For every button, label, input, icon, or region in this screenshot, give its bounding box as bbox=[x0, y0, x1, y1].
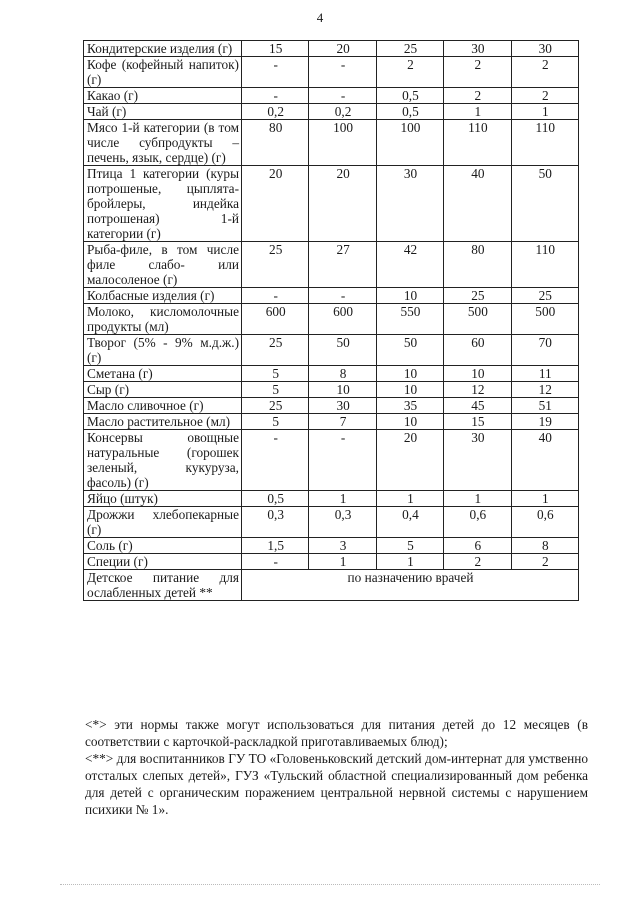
table-row bbox=[84, 41, 579, 57]
row-value: 10 bbox=[444, 366, 511, 382]
row-value: 550 bbox=[376, 304, 443, 335]
row-label: Какао (г) bbox=[84, 88, 242, 104]
row-value: 27 bbox=[309, 242, 376, 288]
table-body bbox=[84, 41, 579, 601]
row-label: Соль (г) bbox=[84, 538, 242, 554]
row-value: 110 bbox=[511, 242, 578, 288]
row-value: 70 bbox=[511, 335, 578, 366]
row-label: Специи (г) bbox=[84, 554, 242, 570]
row-value: 1 bbox=[376, 491, 443, 507]
row-value: 40 bbox=[444, 166, 511, 242]
row-label: Молоко, кисломолочные продукты (мл) bbox=[84, 304, 242, 335]
table-row bbox=[84, 382, 579, 398]
row-value: 10 bbox=[376, 288, 443, 304]
row-value: 40 bbox=[511, 430, 578, 491]
row-value: 500 bbox=[511, 304, 578, 335]
row-value: 1 bbox=[444, 491, 511, 507]
row-value: 3 bbox=[309, 538, 376, 554]
table-row bbox=[84, 366, 579, 382]
table-row bbox=[84, 414, 579, 430]
table-row bbox=[84, 430, 579, 491]
row-label: Кофе (кофейный напиток) (г) bbox=[84, 57, 242, 88]
table-row bbox=[84, 491, 579, 507]
row-value: 1 bbox=[444, 104, 511, 120]
row-value: 12 bbox=[511, 382, 578, 398]
merged-value-cell: по назначению врачей bbox=[242, 570, 579, 601]
row-value: 5 bbox=[242, 414, 309, 430]
row-value: 0,3 bbox=[242, 507, 309, 538]
row-value: 2 bbox=[376, 57, 443, 88]
row-value: 2 bbox=[511, 57, 578, 88]
row-value: 1 bbox=[309, 554, 376, 570]
row-value: 11 bbox=[511, 366, 578, 382]
row-label: Масло растительное (мл) bbox=[84, 414, 242, 430]
row-value: 10 bbox=[309, 382, 376, 398]
row-value: 20 bbox=[376, 430, 443, 491]
row-value: 5 bbox=[242, 382, 309, 398]
row-value: 20 bbox=[309, 41, 376, 57]
row-value: 50 bbox=[511, 166, 578, 242]
row-value: 25 bbox=[242, 335, 309, 366]
row-value: 500 bbox=[444, 304, 511, 335]
row-label: Сметана (г) bbox=[84, 366, 242, 382]
row-value: 80 bbox=[242, 120, 309, 166]
row-value: 1 bbox=[376, 554, 443, 570]
bottom-scan-line bbox=[60, 884, 600, 885]
row-value: 0,2 bbox=[309, 104, 376, 120]
row-value: 50 bbox=[309, 335, 376, 366]
row-value: 50 bbox=[376, 335, 443, 366]
row-value: 25 bbox=[511, 288, 578, 304]
row-value: 30 bbox=[444, 41, 511, 57]
row-value: 8 bbox=[511, 538, 578, 554]
row-value: 110 bbox=[511, 120, 578, 166]
row-label: Колбасные изделия (г) bbox=[84, 288, 242, 304]
row-label: Консервы овощные натуральные (горошек зеленый, кукуруза, фасоль) (г) bbox=[84, 430, 242, 491]
row-value: 0,5 bbox=[242, 491, 309, 507]
row-label: Рыба-филе, в том числе филе слабо- или малосоленое (г) bbox=[84, 242, 242, 288]
row-value: 0,6 bbox=[511, 507, 578, 538]
row-value: - bbox=[242, 554, 309, 570]
row-value: 5 bbox=[242, 366, 309, 382]
row-value: 42 bbox=[376, 242, 443, 288]
row-label: Кондитерские изделия (г) bbox=[84, 41, 242, 57]
row-value: 0,5 bbox=[376, 104, 443, 120]
row-value: 0,2 bbox=[242, 104, 309, 120]
row-value: 0,6 bbox=[444, 507, 511, 538]
row-value: 60 bbox=[444, 335, 511, 366]
row-label: Дрожжи хлебопекарные (г) bbox=[84, 507, 242, 538]
row-value: - bbox=[242, 288, 309, 304]
row-value: 30 bbox=[309, 398, 376, 414]
row-value: 100 bbox=[376, 120, 443, 166]
row-value: 45 bbox=[444, 398, 511, 414]
row-value: - bbox=[242, 430, 309, 491]
row-value: 2 bbox=[511, 88, 578, 104]
table-row bbox=[84, 554, 579, 570]
row-label: Чай (г) bbox=[84, 104, 242, 120]
row-value: 8 bbox=[309, 366, 376, 382]
row-value: - bbox=[242, 57, 309, 88]
table-row bbox=[84, 57, 579, 88]
row-value: 12 bbox=[444, 382, 511, 398]
row-value: - bbox=[242, 88, 309, 104]
row-label: Мясо 1-й категории (в том числе субпродукты – печень, язык, сердце) (г) bbox=[84, 120, 242, 166]
row-value: 6 bbox=[444, 538, 511, 554]
page-number: 4 bbox=[316, 10, 324, 25]
row-value: 19 bbox=[511, 414, 578, 430]
table-row bbox=[84, 304, 579, 335]
row-value: 25 bbox=[444, 288, 511, 304]
row-value: 10 bbox=[376, 414, 443, 430]
row-value: 51 bbox=[511, 398, 578, 414]
row-label: Детское питание для ослабленных детей ** bbox=[84, 570, 242, 601]
row-label: Творог (5% - 9% м.д.ж.) (г) bbox=[84, 335, 242, 366]
row-label: Птица 1 категории (куры потрошеные, цыплята-бройлеры, индейка потрошеная) 1-й категории (г) bbox=[84, 166, 242, 242]
food-norms-table bbox=[83, 40, 579, 601]
row-value: 1 bbox=[511, 491, 578, 507]
table-row bbox=[84, 242, 579, 288]
table-row bbox=[84, 88, 579, 104]
row-value: - bbox=[309, 430, 376, 491]
row-value: 2 bbox=[444, 554, 511, 570]
row-value: - bbox=[309, 288, 376, 304]
row-value: 110 bbox=[444, 120, 511, 166]
row-value: 15 bbox=[444, 414, 511, 430]
row-value: 30 bbox=[511, 41, 578, 57]
row-value: 25 bbox=[242, 242, 309, 288]
table-row bbox=[84, 335, 579, 366]
row-value: 2 bbox=[511, 554, 578, 570]
row-value: 10 bbox=[376, 366, 443, 382]
row-value: 80 bbox=[444, 242, 511, 288]
table-row-special-diet bbox=[84, 570, 579, 601]
table-row bbox=[84, 166, 579, 242]
row-label: Масло сливочное (г) bbox=[84, 398, 242, 414]
row-value: 1 bbox=[309, 491, 376, 507]
row-value: 25 bbox=[242, 398, 309, 414]
row-value: 100 bbox=[309, 120, 376, 166]
row-value: 15 bbox=[242, 41, 309, 57]
row-value: 0,4 bbox=[376, 507, 443, 538]
row-value: 1 bbox=[511, 104, 578, 120]
table-row bbox=[84, 288, 579, 304]
row-value: - bbox=[309, 88, 376, 104]
footnote-2: <**> для воспитанников ГУ ТО «Головеньковский детский дом-интернат для умственно отсталых слепых детей», ГУЗ «Тульский областной специализированный дом ребенка для детей с органическим поражением центральной нервной системы с нарушением психики № 1». bbox=[85, 751, 588, 817]
footnote-1: <*> эти нормы также могут использоваться для питания детей до 12 месяцев (в соответствии с карточкой-раскладкой приготавливаемых блюд); bbox=[85, 717, 588, 749]
row-value: 2 bbox=[444, 88, 511, 104]
row-value: 600 bbox=[309, 304, 376, 335]
table-row bbox=[84, 398, 579, 414]
table-row bbox=[84, 507, 579, 538]
table-row bbox=[84, 104, 579, 120]
row-label: Яйцо (штук) bbox=[84, 491, 242, 507]
row-value: 20 bbox=[309, 166, 376, 242]
row-label: Сыр (г) bbox=[84, 382, 242, 398]
row-value: 2 bbox=[444, 57, 511, 88]
row-value: 0,5 bbox=[376, 88, 443, 104]
row-value: - bbox=[309, 57, 376, 88]
table-row bbox=[84, 120, 579, 166]
row-value: 35 bbox=[376, 398, 443, 414]
row-value: 25 bbox=[376, 41, 443, 57]
footnotes bbox=[85, 716, 588, 818]
row-value: 10 bbox=[376, 382, 443, 398]
row-value: 20 bbox=[242, 166, 309, 242]
row-value: 30 bbox=[376, 166, 443, 242]
table-row bbox=[84, 538, 579, 554]
row-value: 7 bbox=[309, 414, 376, 430]
row-value: 5 bbox=[376, 538, 443, 554]
row-value: 0,3 bbox=[309, 507, 376, 538]
row-value: 600 bbox=[242, 304, 309, 335]
row-value: 1,5 bbox=[242, 538, 309, 554]
row-value: 30 bbox=[444, 430, 511, 491]
